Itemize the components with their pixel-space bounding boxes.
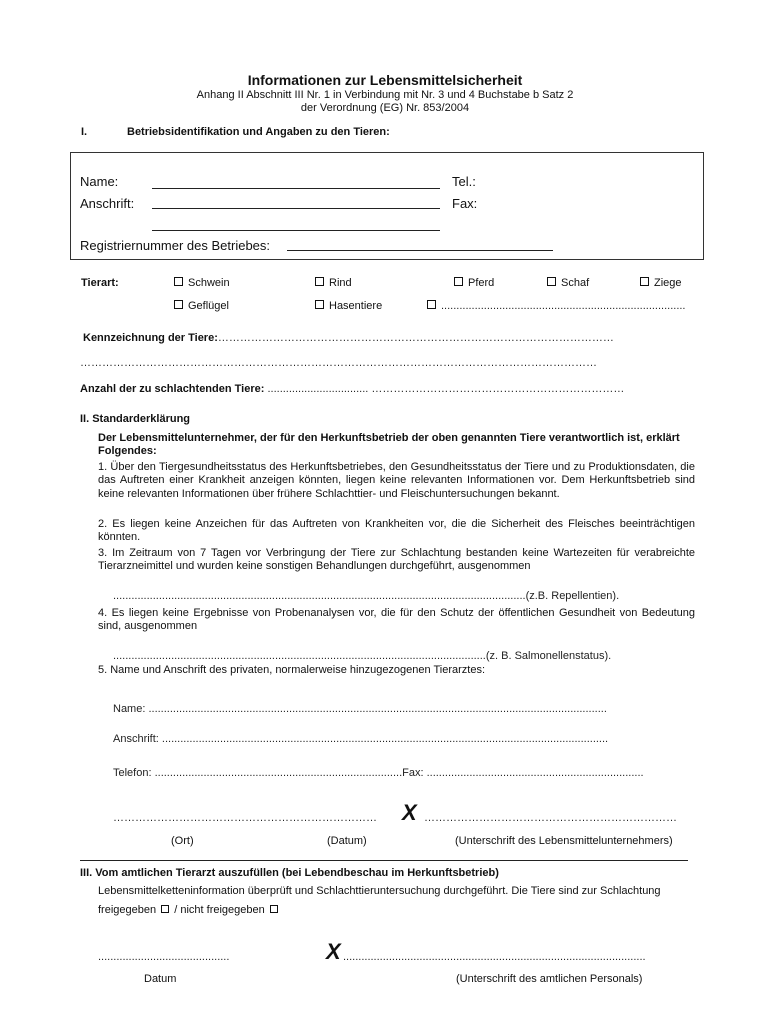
section-divider bbox=[80, 860, 688, 861]
medication-line[interactable]: .......................................................................................................................................(z.B. Repellentien). bbox=[113, 590, 620, 602]
declaration-item-2: 2. Es liegen keine Anzeichen für das Auftreten von Krankheiten vor, die die Sicherheit des Fleisches beeinträchtigen könnten. bbox=[98, 518, 695, 544]
checkbox-icon bbox=[315, 277, 324, 286]
owner-signature-line[interactable]: …………………………………………………………… bbox=[424, 812, 677, 824]
section-3-heading: III. Vom amtlichen Tierarzt auszufüllen (bei Lebendbeschau im Herkunftsbetrieb) bbox=[80, 867, 499, 879]
place-date-signature-line[interactable]: ……………………………………………………………… bbox=[113, 812, 377, 824]
official-signature-line[interactable]: ................................................................................................... bbox=[343, 951, 646, 963]
vet-name-field[interactable]: Name: ...................................................................................................................................................... bbox=[113, 703, 607, 715]
caption-date: (Datum) bbox=[327, 835, 367, 847]
checkbox-gefluegel[interactable]: Geflügel bbox=[174, 300, 229, 312]
vet-phone-fax-field[interactable]: Telefon: .................................................................................Fax: ....................................................................... bbox=[113, 767, 644, 779]
checkbox-icon bbox=[640, 277, 649, 286]
form-subtitle-2: der Verordnung (EG) Nr. 853/2004 bbox=[300, 102, 470, 114]
section-3-text: Lebensmittelketteninformation überprüft und Schlachttieruntersuchung durchgeführt. Die Tiere sind zur Schlachtung bbox=[98, 885, 661, 897]
declaration-item-3: 3. Im Zeitraum von 7 Tagen vor Verbringung der Tiere zur Schlachtung bestanden keine Wartezeiten für verabreichte Tierarzneimittel und wurden keine sonstigen Behandlungen durchgeführt, ausgenommen bbox=[98, 547, 695, 573]
official-date-line[interactable]: ........................................... bbox=[98, 951, 230, 963]
registration-line[interactable] bbox=[287, 250, 553, 251]
marking-row[interactable]: Kennzeichnung der Tiere:……………………………………………………………………………………………… bbox=[83, 332, 614, 344]
released-checkbox[interactable] bbox=[161, 905, 169, 913]
section-1-heading: Betriebsidentifikation und Angaben zu den Tieren: bbox=[127, 126, 390, 138]
signature-mark-icon: X bbox=[402, 800, 417, 825]
checkbox-icon bbox=[454, 277, 463, 286]
marking-line-2[interactable]: …………………………………………………………………………………………………………………………… bbox=[80, 357, 597, 369]
name-line[interactable] bbox=[152, 188, 440, 189]
sample-results-line[interactable]: ..........................................................................................................................(z. B. Salmonellenstatus). bbox=[113, 650, 612, 662]
checkbox-icon bbox=[315, 300, 324, 309]
section-1-number: I. bbox=[81, 126, 88, 138]
official-caption-signature: (Unterschrift des amtlichen Personals) bbox=[456, 973, 643, 985]
animal-count-row[interactable]: Anzahl der zu schlachtenden Tiere: ................................. …………………………………………………………… bbox=[80, 383, 625, 395]
caption-place: (Ort) bbox=[171, 835, 194, 847]
checkbox-schwein[interactable]: Schwein bbox=[174, 277, 230, 289]
checkbox-icon bbox=[547, 277, 556, 286]
tel-label: Tel.: bbox=[452, 174, 476, 189]
checkbox-icon bbox=[174, 277, 183, 286]
fax-label: Fax: bbox=[452, 196, 478, 211]
animal-type-label: Tierart: bbox=[81, 277, 119, 289]
official-signature-mark-icon: X bbox=[326, 939, 341, 964]
section-2-intro: Der Lebensmittelunternehmer, der für den Herkunftsbetrieb der oben genannten Tiere verantwortlich ist, erklärt Folgendes: bbox=[98, 432, 680, 457]
not-released-checkbox[interactable] bbox=[270, 905, 278, 913]
checkbox-icon bbox=[427, 300, 436, 309]
checkbox-ziege[interactable]: Ziege bbox=[640, 277, 682, 289]
official-caption-date: Datum bbox=[144, 973, 177, 985]
address-line-1[interactable] bbox=[152, 208, 440, 209]
form-subtitle-1: Anhang II Abschnitt III Nr. 1 in Verbindung mit Nr. 3 und 4 Buchstabe b Satz 2 bbox=[196, 89, 574, 101]
release-choice: freigegeben / nicht freigegeben bbox=[98, 904, 280, 916]
checkbox-schaf[interactable]: Schaf bbox=[547, 277, 589, 289]
name-label: Name: bbox=[80, 174, 119, 189]
checkbox-rind[interactable]: Rind bbox=[315, 277, 352, 289]
caption-owner-signature: (Unterschrift des Lebensmittelunternehmers) bbox=[455, 835, 673, 847]
section-2-heading: II. Standarderklärung bbox=[80, 413, 191, 425]
form-title: Informationen zur Lebensmittelsicherheit bbox=[247, 72, 523, 88]
address-label: Anschrift: bbox=[80, 196, 135, 211]
declaration-item-4: 4. Es liegen keine Ergebnisse von Probenanalysen vor, die für den Schutz der öffentlichen Gesundheit von Bedeutung sind, ausgenommen bbox=[98, 607, 695, 633]
checkbox-other[interactable]: ................................................................................ bbox=[427, 300, 686, 312]
declaration-item-5: 5. Name und Anschrift des privaten, normalerweise hinzugezogenen Tierarztes: bbox=[98, 664, 486, 676]
address-line-2[interactable] bbox=[152, 230, 440, 231]
vet-address-field[interactable]: Anschrift: .................................................................................................................................................. bbox=[113, 733, 609, 745]
checkbox-icon bbox=[174, 300, 183, 309]
registration-label: Registriernummer des Betriebes: bbox=[80, 238, 271, 253]
checkbox-pferd[interactable]: Pferd bbox=[454, 277, 494, 289]
checkbox-hasentiere[interactable]: Hasentiere bbox=[315, 300, 382, 312]
declaration-item-1: 1. Über den Tiergesundheitsstatus des Herkunftsbetriebes, den Gesundheitsstatus der Tiere und zu Produktionsdaten, die das Auftreten einer Krankheit anzeigen könnten, liegen keine relevanten Informationen vor. Dem Herkunftsbetrieb sind keine relevanten Informationen über frühere Schlachttier- und Fleischuntersuchungen bekannt. bbox=[98, 461, 695, 500]
